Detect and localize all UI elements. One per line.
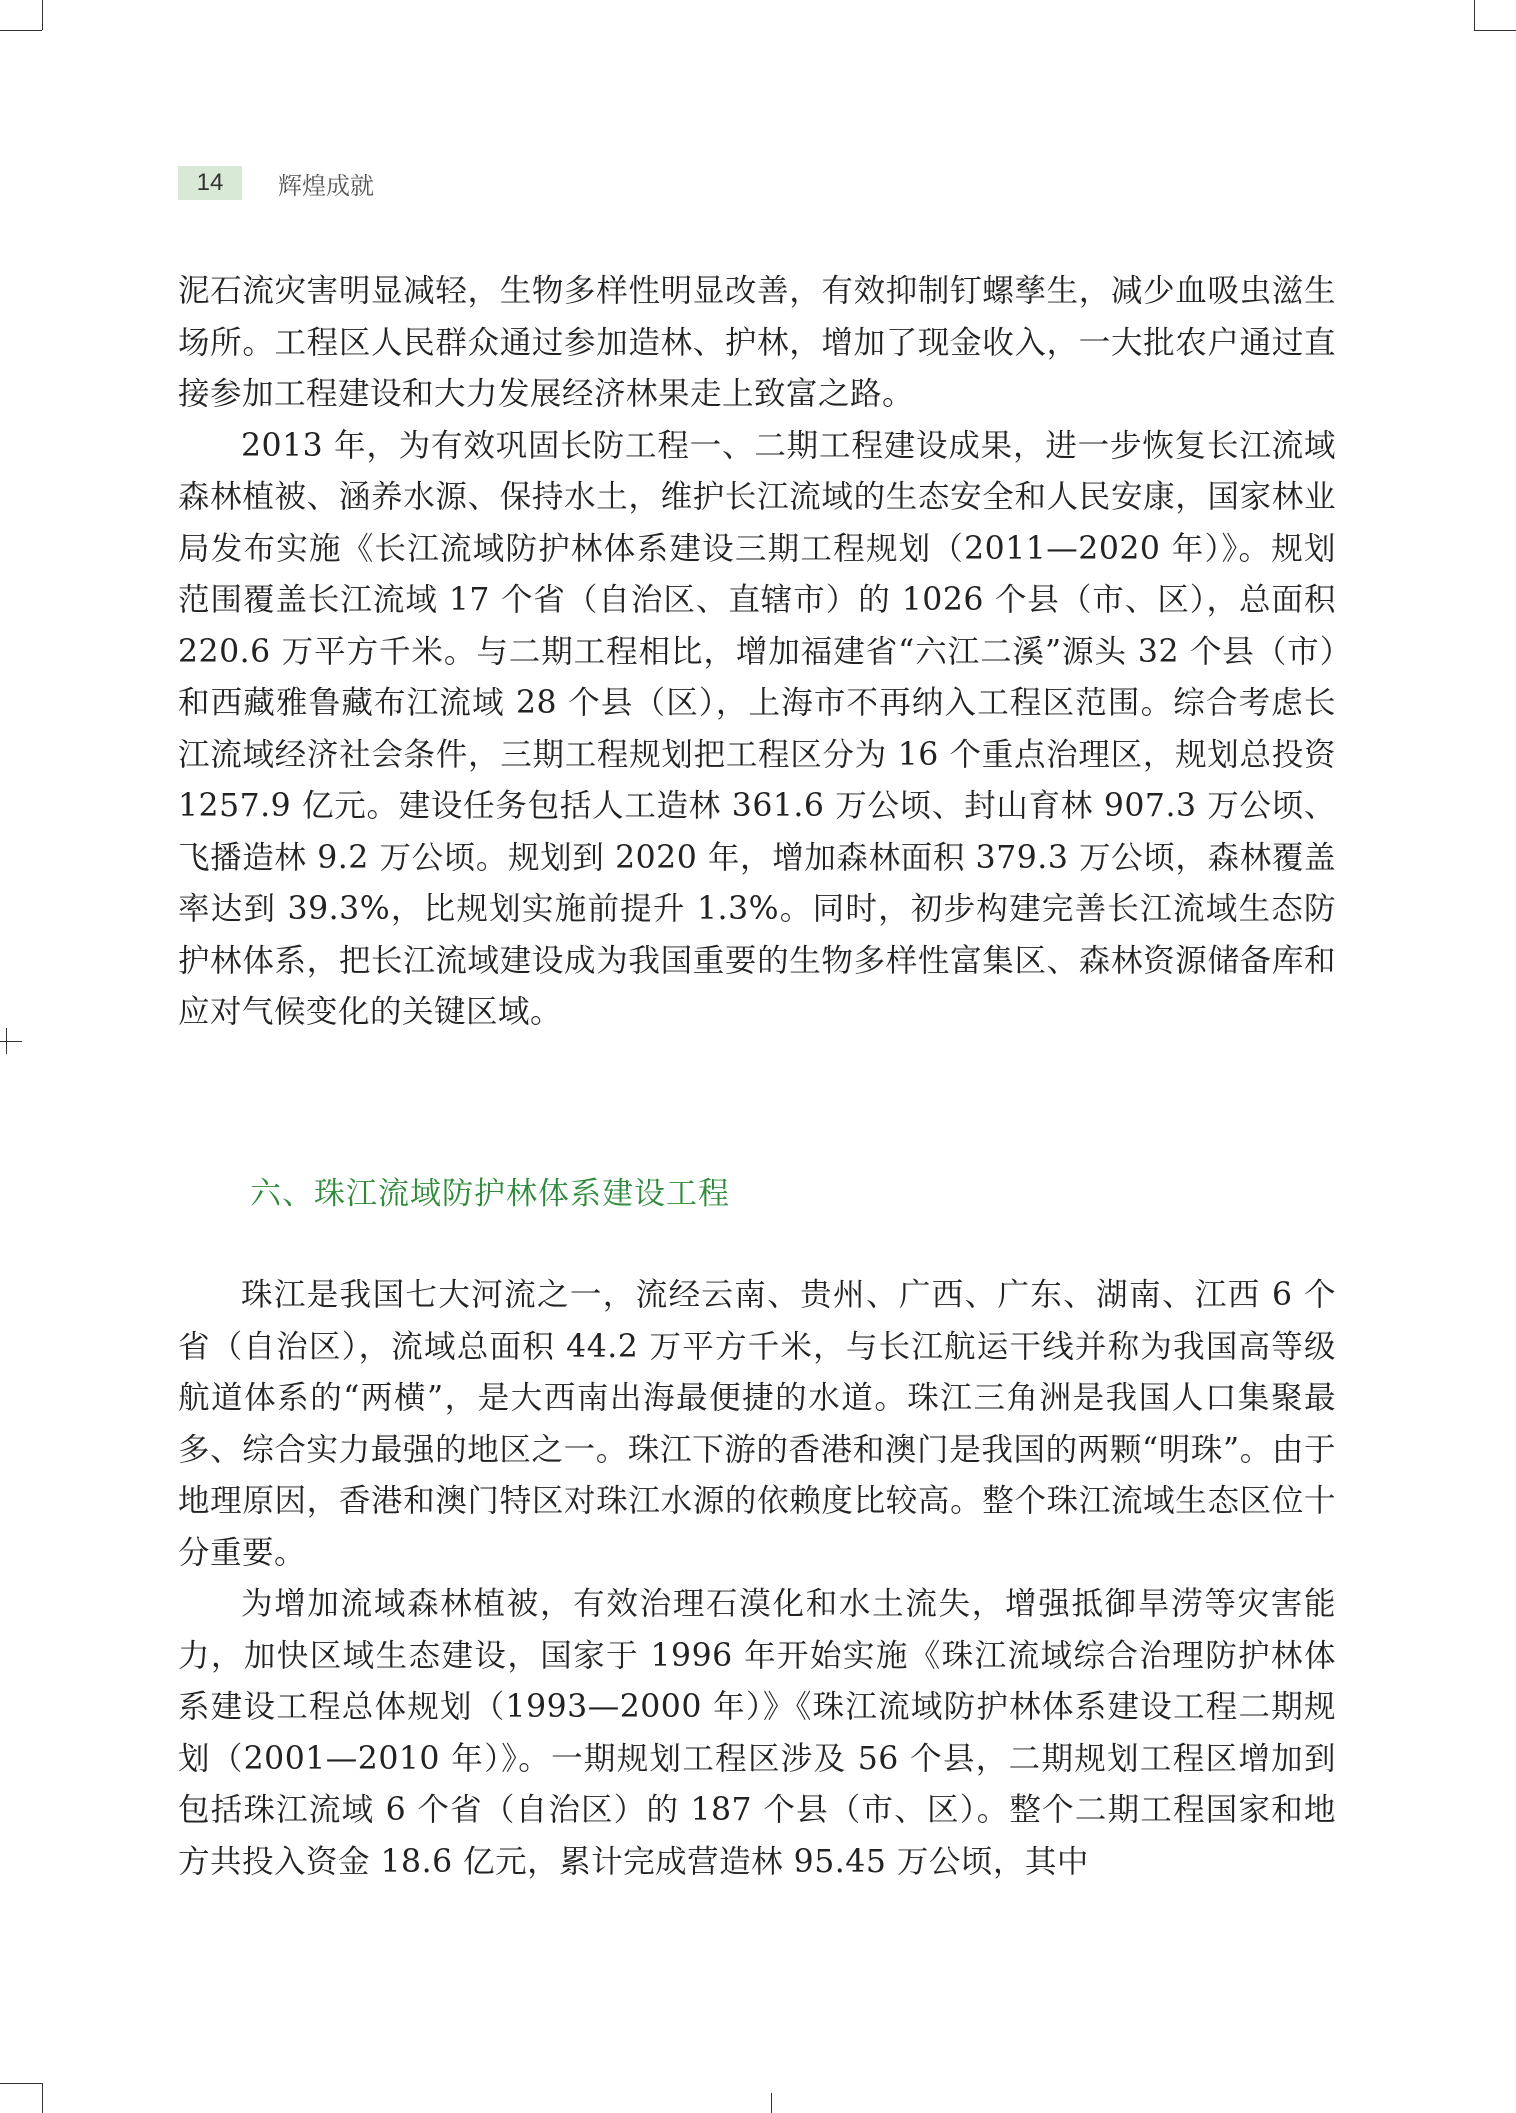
running-title: 辉煌成就 <box>278 171 374 200</box>
crop-mark <box>771 2093 772 2113</box>
paragraph: 泥石流灾害明显减轻，生物多样性明显改善，有效抑制钉螺孳生，减少血吸虫滋生场所。工程区人民群众通过参加造林、护林，增加了现金收入，一大批农户通过直接参加工程建设和大力发展经济林果走上致富之路。 <box>178 273 1336 412</box>
crop-mark <box>6 1028 7 1054</box>
crop-mark <box>42 0 43 30</box>
crop-mark <box>42 2083 43 2113</box>
section-heading: 六、珠江流域防护林体系建设工程 <box>250 1176 730 1212</box>
crop-mark <box>0 2083 42 2084</box>
crop-mark <box>1474 30 1516 31</box>
page-header <box>178 166 374 200</box>
text-block <box>178 266 1336 1039</box>
crop-mark <box>1474 0 1475 30</box>
page-number: 14 <box>178 166 242 200</box>
paragraph: 2013 年，为有效巩固长防工程一、二期工程建设成果，进一步恢复长江流域森林植被、涵养水源、保持水土，维护长江流域的生态安全和人民安康，国家林业局发布实施《长江流域防护林体系建设三期工程规划（2011—2020 年）》。规划范围覆盖长江流域 17 个省（自治区、直辖市）的 1026 个县（市、区），总面积 220.6 万平方千米。与二期工程相比，增加福建省“六江二溪”源头 32 个县（市）和西藏雅鲁藏布江流域 28 个县（区），上海市不再纳入工程区范围。综合考虑长江流域经济社会条件，三期工程规划把工程区分为 16 个重点治理区，规划总投资 1257.9 亿元。建设任务包括人工造林 361.6 万公顷、封山育林 907.3 万公顷、飞播造林 9.2 万公顷。规划到 2020 年，增加森林面积 379.3 万公顷，森林覆盖率达到 39.3%，比规划实施前提升 1.3%。同时，初步构建完善长江流域生态防护林体系，把长江流域建设成为我国重要的生物多样性富集区、森林资源储备库和应对气候变化的关键区域。 <box>178 427 1336 1030</box>
crop-mark <box>0 1041 22 1042</box>
paragraph: 为增加流域森林植被，有效治理石漠化和水土流失，增强抵御旱涝等灾害能力，加快区域生态建设，国家于 1996 年开始实施《珠江流域综合治理防护林体系建设工程总体规划（1993—2000 年）》《珠江流域防护林体系建设工程二期规划（2001—2010 年）》。一期规划工程区涉及 56 个县，二期规划工程区增加到包括珠江流域 6 个省（自治区）的 187 个县（市、区）。整个二期工程国家和地方共投入资金 18.6 亿元，累计完成营造林 95.45 万公顷，其中 <box>178 1586 1336 1880</box>
text-block <box>178 1270 1336 1888</box>
paragraph: 珠江是我国七大河流之一，流经云南、贵州、广西、广东、湖南、江西 6 个省（自治区），流域总面积 44.2 万平方千米，与长江航运干线并称为我国高等级航道体系的“两横”，是大西南出海最便捷的水道。珠江三角洲是我国人口集聚最多、综合实力最强的地区之一。珠江下游的香港和澳门是我国的两颗“明珠”。由于地理原因，香港和澳门特区对珠江水源的依赖度比较高。整个珠江流域生态区位十分重要。 <box>178 1277 1336 1571</box>
crop-mark <box>0 30 42 31</box>
